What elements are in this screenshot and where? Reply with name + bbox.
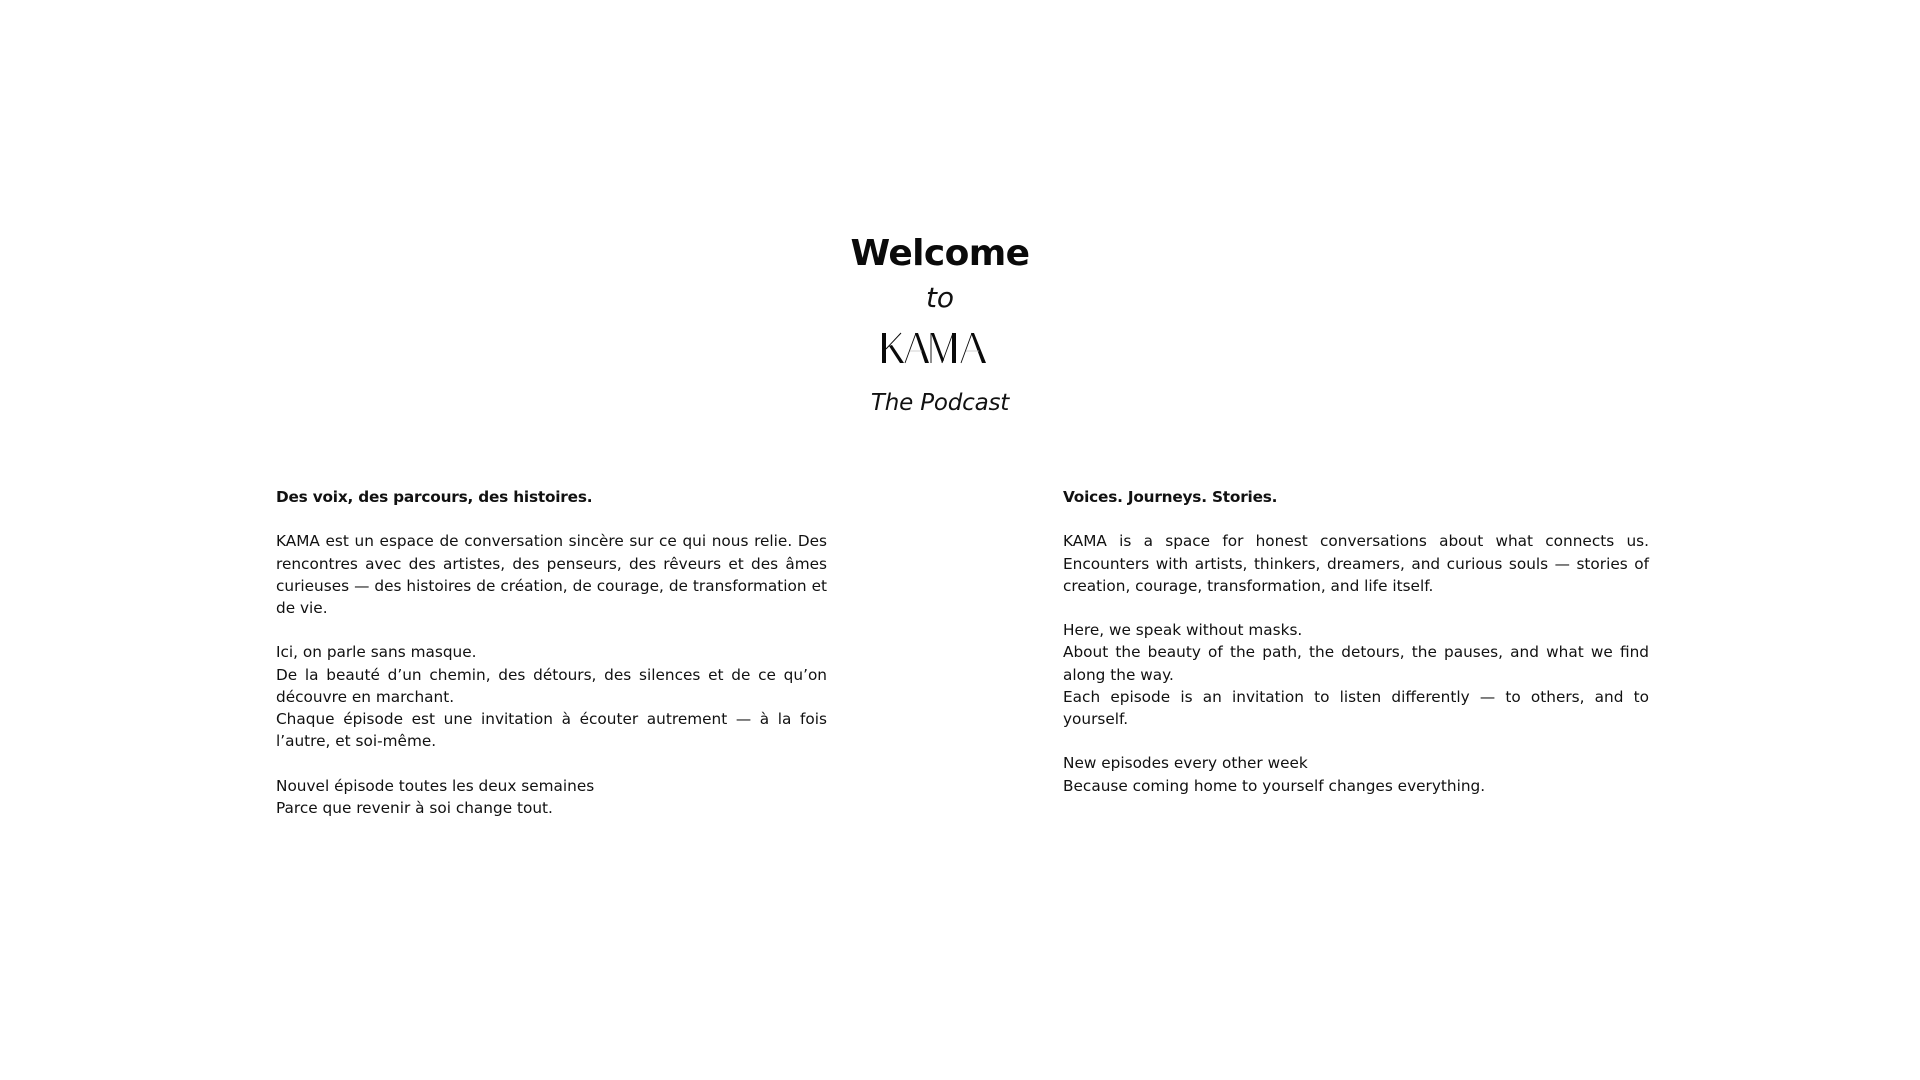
french-p3-line-1: Nouvel épisode toutes les deux semaines: [276, 776, 595, 795]
english-intro: KAMA is a space for honest conversations about what connects us. Encounters with artists, thinkers, dreamers, and curious souls — stories of creation, courage, transformation, and life itself.: [1063, 532, 1649, 595]
french-p3-line-2: Parce que revenir à soi change tout.: [276, 798, 553, 817]
logo-a1-left: [905, 333, 916, 363]
english-p3-line-1: New episodes every other week: [1063, 754, 1308, 773]
french-intro: KAMA est un espace de conversation sincère sur ce qui nous relie. Des rencontres avec des artistes, des penseurs, des rêveurs et des âmes curieuses — des histoires de création, de courage, de transformation et de vie.: [276, 532, 827, 617]
logo-m-diag1: [931, 333, 944, 363]
english-p2-line-2: About the beauty of the path, the detours, the pauses, and what we find along the way.: [1063, 643, 1649, 684]
french-p2-line-1: Ici, on parle sans masque.: [276, 643, 477, 662]
welcome-heading: Welcome: [850, 233, 1030, 274]
french-paragraph-3: [276, 775, 827, 819]
logo-a2-right: [971, 333, 986, 363]
english-p3-line-2: Because coming home to yourself changes everything.: [1063, 776, 1486, 795]
logo-a2-left: [961, 333, 972, 363]
kama-logo: [881, 332, 987, 364]
logo-k-leg: [889, 345, 904, 363]
english-heading: Voices. Journeys. Stories.: [1063, 488, 1278, 506]
english-column: [1063, 486, 1649, 819]
english-p2-line-1: Here, we speak without masks.: [1063, 621, 1303, 640]
french-heading: Des voix, des parcours, des histoires.: [276, 488, 593, 506]
french-paragraph-2: [276, 641, 827, 752]
english-p2-line-3: Each episode is an invitation to listen differently — to others, and to yourself.: [1063, 687, 1649, 728]
french-column: [276, 486, 827, 841]
logo-k-arm: [886, 333, 901, 349]
english-paragraph-2: [1063, 619, 1649, 730]
logo-m-diag2: [942, 333, 953, 363]
logo-m-right: [952, 333, 956, 363]
logo-a1-right: [915, 333, 929, 363]
podcast-subtitle: The Podcast: [870, 390, 1010, 416]
english-paragraph-3: [1063, 752, 1649, 796]
logo-k-stem: [882, 333, 886, 363]
welcome-to-text: to: [925, 281, 955, 314]
french-p2-line-2: De la beauté d’un chemin, des détours, des silences et de ce qu’on découvre en marchant.: [276, 665, 827, 706]
french-p2-line-3: Chaque épisode est une invitation à écouter autrement — à la fois l’autre, et soi-même.: [276, 710, 827, 751]
